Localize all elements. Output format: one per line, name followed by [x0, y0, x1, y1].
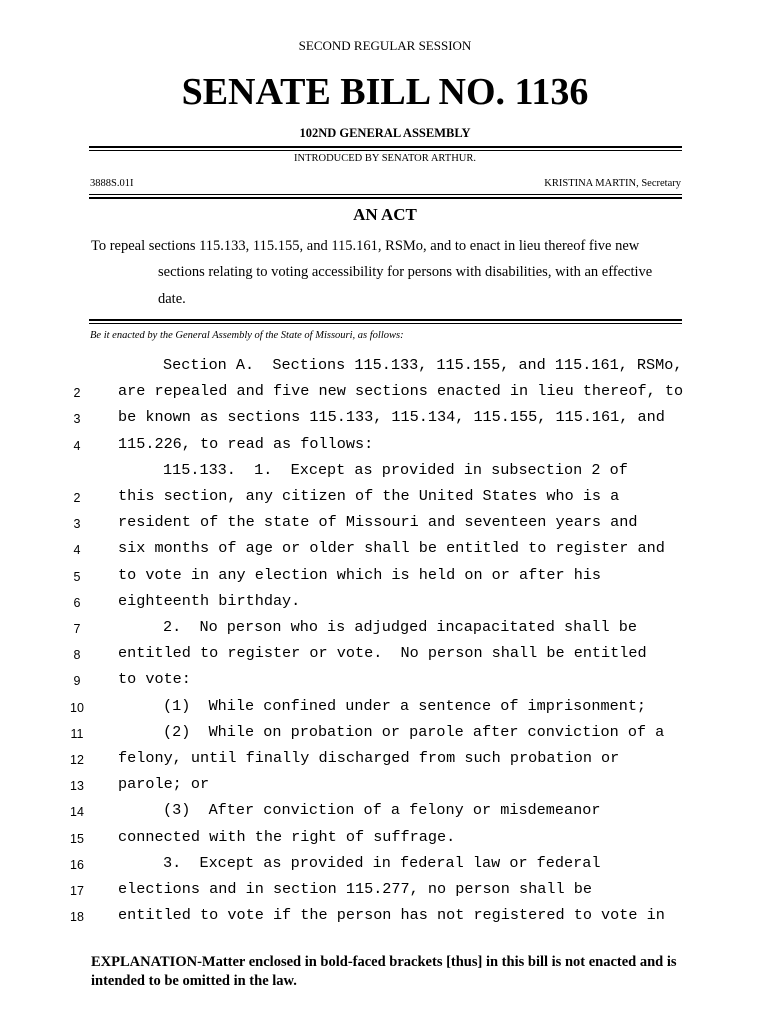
introduced-by: INTRODUCED BY SENATOR ARTHUR. [294, 153, 476, 164]
bill-line [0, 461, 770, 487]
line-number: 11 [70, 726, 84, 741]
header-rule-thick [89, 146, 682, 148]
line-number: 7 [73, 622, 81, 636]
line-number: 17 [70, 884, 84, 898]
line-text: 115.133. 1. Except as provided in subsection 2 of [163, 460, 628, 479]
bill-line [0, 618, 770, 644]
header-rule-thin [89, 150, 682, 151]
line-text: 2. No person who is adjudged incapacitated shall be [163, 618, 637, 636]
line-number: 4 [73, 438, 81, 453]
bill-line [0, 513, 770, 539]
act-title-line: date. [158, 291, 186, 307]
bill-line [0, 566, 770, 592]
line-text: parole; or [118, 775, 210, 794]
secretary-name: KRISTINA MARTIN, Secretary [544, 178, 681, 189]
line-number: 8 [73, 648, 81, 663]
title-rule-thick [89, 319, 682, 321]
line-text: Section A. Sections 115.133, 115.155, and 115.161, RSMo, [163, 356, 683, 374]
line-number: 15 [70, 831, 84, 846]
line-text: 115.226, to read as follows: [118, 434, 374, 453]
act-title-line: To repeal sections 115.133, 115.155, and 115.161, RSMo, and to enact in lieu thereof five new [91, 238, 640, 254]
line-text: six months of age or older shall be entitled to register and [118, 539, 665, 558]
bill-line [0, 644, 770, 670]
bill-line [0, 697, 770, 723]
line-text: to vote: [118, 670, 191, 689]
line-text: be known as sections 115.133, 115.134, 115.155, 115.161, and [118, 408, 665, 427]
line-text: entitled to register or vote. No person shall be entitled [118, 644, 647, 663]
line-number: 16 [70, 857, 84, 872]
act-title-line: sections relating to voting accessibility for persons with disabilities, with an effective [158, 264, 653, 280]
bill-line [0, 854, 770, 880]
line-text: felony, until finally discharged from such probation or [118, 749, 620, 767]
line-number: 2 [73, 386, 81, 401]
bill-line [0, 487, 770, 513]
bill-line [0, 435, 770, 461]
line-number: 14 [70, 805, 84, 820]
line-text: eighteenth birthday. [118, 591, 301, 610]
line-number: 3 [73, 517, 81, 532]
bill-line [0, 356, 770, 382]
bill-line [0, 592, 770, 618]
line-text: (1) While confined under a sentence of imprisonment; [163, 696, 647, 715]
explanation-note: EXPLANATION-Matter enclosed in bold-faced brackets [thus] in this bill is not enacted and is intended to be omitted in the law. [91, 954, 677, 989]
assembly-label: 102ND GENERAL ASSEMBLY [299, 126, 471, 140]
line-text: (2) While on probation or parole after conviction of a [163, 722, 665, 741]
bill-line [0, 906, 770, 932]
info-rule-thick [89, 197, 682, 199]
line-text: resident of the state of Missouri and seventeen years and [118, 513, 638, 532]
bill-line [0, 828, 770, 854]
line-text: elections and in section 115.277, no person shall be [118, 880, 592, 898]
line-text: are repealed and five new sections enacted in lieu thereof, to [118, 382, 684, 401]
line-number: 9 [73, 674, 81, 689]
bill-line [0, 775, 770, 801]
bill-line [0, 539, 770, 565]
bill-line [0, 723, 770, 749]
enacting-clause: Be it enacted by the General Assembly of the State of Missouri, as follows: [90, 330, 404, 341]
line-number: 4 [73, 543, 81, 558]
act-heading: AN ACT [353, 205, 417, 224]
line-text: connected with the right of suffrage. [118, 827, 456, 846]
line-text: 3. Except as provided in federal law or federal [163, 853, 601, 872]
bill-line [0, 408, 770, 434]
line-number: 6 [73, 595, 81, 610]
line-number: 2 [73, 491, 81, 505]
bill-line [0, 382, 770, 408]
line-text: (3) After conviction of a felony or misdemeanor [163, 801, 601, 820]
line-text: this section, any citizen of the United States who is a [118, 487, 620, 505]
bill-title: SENATE BILL NO. 1136 [181, 71, 589, 113]
line-number: 5 [73, 569, 81, 584]
info-rule-thin [89, 194, 682, 195]
bill-line [0, 670, 770, 696]
line-number: 18 [70, 910, 84, 925]
bill-line [0, 880, 770, 906]
line-text: to vote in any election which is held on or after his [118, 565, 602, 584]
bill-line [0, 801, 770, 827]
line-number: 10 [70, 700, 84, 715]
title-rule-thin [89, 323, 682, 324]
document-number: 3888S.01I [90, 178, 134, 189]
line-number: 12 [70, 753, 84, 767]
line-number: 3 [73, 412, 81, 427]
line-text: entitled to vote if the person has not registered to vote in [118, 906, 665, 925]
line-number: 13 [70, 779, 84, 794]
session-label: SECOND REGULAR SESSION [298, 38, 472, 53]
bill-line [0, 749, 770, 775]
